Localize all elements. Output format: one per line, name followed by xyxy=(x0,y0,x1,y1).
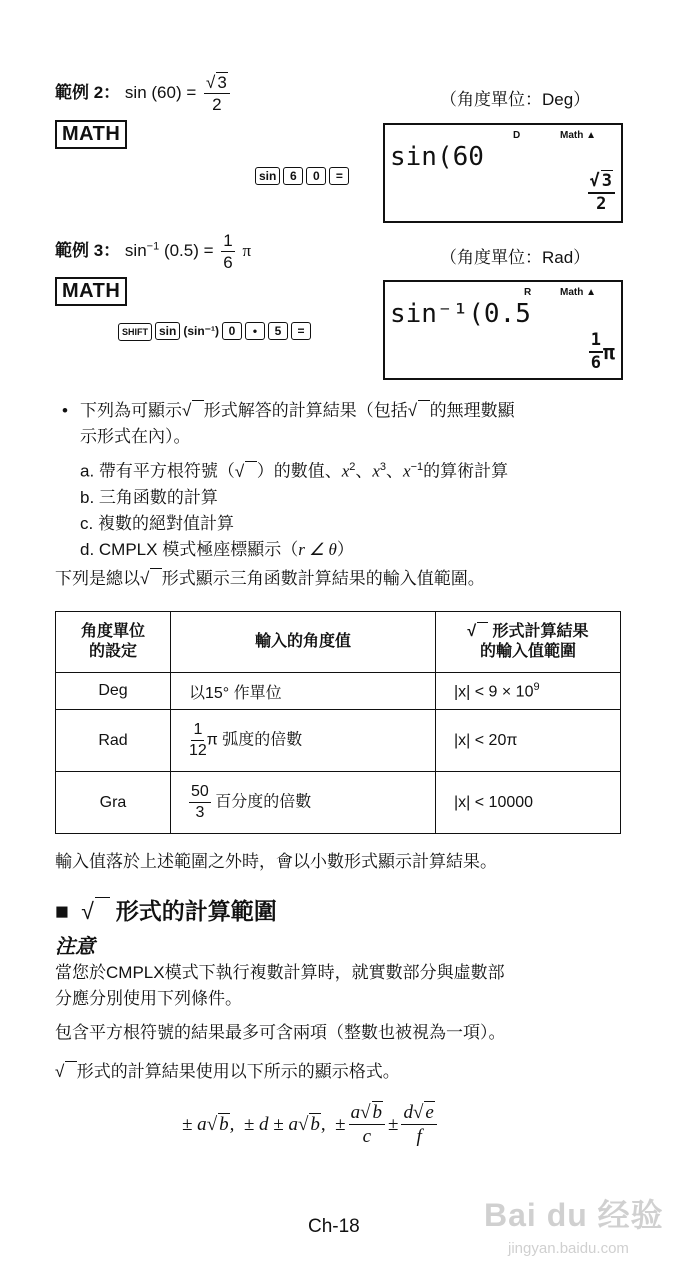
table-row xyxy=(56,710,621,772)
formula-term2: , ± d ± a xyxy=(229,1113,298,1135)
range-intro-pre: 下列是總以 xyxy=(55,569,140,588)
example3-label: 範例 3： xyxy=(55,240,121,260)
range-intro xyxy=(55,566,485,592)
example2-frac-num: 3 xyxy=(217,73,227,92)
formula-f1-a: a xyxy=(350,1102,361,1123)
note-heading: 注意 xyxy=(55,936,95,958)
table-row xyxy=(56,673,621,710)
note-paragraph-2: 包含平方根符號的結果最多可含兩項（整數也被視為一項）。 xyxy=(55,1023,506,1042)
header-range xyxy=(436,612,621,673)
note-paragraph-1 xyxy=(55,960,505,1012)
example2-keys xyxy=(255,167,352,185)
bullet-item-c: c. 複數的絕對值計算 xyxy=(80,513,234,533)
example3-lcd xyxy=(383,280,623,380)
item-a-text1: a. 帶有平方根符號（ xyxy=(80,461,235,481)
row-range-exp: 9 xyxy=(533,680,540,693)
row-unit: Rad xyxy=(56,710,171,772)
sqrt-icon: √ xyxy=(55,1059,77,1085)
example2-lhs: sin (60) = xyxy=(124,82,197,102)
zero-key: 0 xyxy=(306,167,326,185)
sqrt-icon: √ xyxy=(140,566,162,592)
formula-f2-den: f xyxy=(416,1126,422,1147)
table-row xyxy=(56,772,621,834)
row-input xyxy=(171,710,436,772)
formula-f2-rad: e xyxy=(425,1102,434,1123)
lcd-sqrt-icon: √ xyxy=(589,171,600,191)
formula-rad2: b xyxy=(310,1113,320,1135)
square-bullet-icon: ■ xyxy=(55,898,69,924)
item-a-text3: 的算術計算 xyxy=(423,461,509,481)
sin-key: sin xyxy=(255,167,280,185)
para1-line2: 分應分別使用下列條件。 xyxy=(55,989,242,1008)
item-a-x3: 3 xyxy=(379,461,387,473)
row-frac-den: 3 xyxy=(195,804,205,821)
range-table xyxy=(55,611,621,834)
example3-lcd-result xyxy=(589,332,615,372)
bullet-intro xyxy=(80,398,640,450)
example3-arg: (0.5) = xyxy=(163,240,214,260)
table-header-row xyxy=(56,612,621,673)
display-format-formula: ± a √ b , ± d ± a √ b , ± $\frac{a√ b}{c}$ ± $\frac{d√ e}{f}$ xyxy=(182,1103,437,1146)
bullet-line2: 示形式在內）。 xyxy=(80,427,191,446)
example3-mode-badge: MATH xyxy=(55,277,127,306)
item-a-text2: ）的數值、 xyxy=(256,461,342,481)
formula-f2-d: d xyxy=(403,1102,413,1123)
bullet-line1c: 的無理數顯 xyxy=(429,401,515,420)
example3-fraction xyxy=(221,232,234,271)
sqrt-icon: √ xyxy=(408,398,430,424)
example3-sup: −1 xyxy=(146,240,160,253)
example2-mode-badge: MATH xyxy=(55,120,127,149)
example3-frac-num: 1 xyxy=(223,231,233,250)
formula-pm: ± xyxy=(388,1113,399,1135)
example3-lcd-res-den: 6 xyxy=(590,353,601,373)
example2-unit: （角度單位：Deg） xyxy=(440,90,591,109)
sqrt-icon: √ xyxy=(206,73,216,92)
row-input-text: π 弧度的倍數 xyxy=(206,731,303,749)
rad-indicator: R xyxy=(524,287,532,298)
header-h1b: 的設定 xyxy=(88,643,137,660)
item-d-polar: r ∠ θ xyxy=(298,539,337,559)
zero-key: 0 xyxy=(222,322,242,340)
equals-key: = xyxy=(329,167,349,185)
item-a-xm1: −1 xyxy=(410,461,424,473)
para3-text: 形式的計算結果使用以下所示的顯示格式。 xyxy=(76,1062,400,1081)
example3-lhs: sin xyxy=(124,240,147,260)
example3-lcd-res-num: 1 xyxy=(589,332,603,353)
example3-keys xyxy=(118,322,314,341)
example2-lcd-result xyxy=(588,173,616,213)
six-key: 6 xyxy=(283,167,303,185)
shift-key: SHIFT xyxy=(118,323,152,341)
example2-fraction xyxy=(204,74,230,113)
bullet-item-d xyxy=(80,537,650,563)
section-heading xyxy=(55,893,277,926)
baidu-watermark-url: jingyan.baidu.com xyxy=(508,1240,629,1257)
sqrt-icon: √ xyxy=(81,898,109,925)
formula-rad1: b xyxy=(219,1113,229,1135)
row-range xyxy=(436,673,621,710)
row-range-text: |x| < 9 × 10 xyxy=(454,683,534,701)
row-input-text: 百分度的倍數 xyxy=(215,793,312,811)
row-range: |x| < 20π xyxy=(436,710,621,772)
example3-unit: （角度單位：Rad） xyxy=(440,248,591,267)
sin-key: sin xyxy=(155,322,180,340)
example3-frac-den: 6 xyxy=(223,253,233,272)
sqrt-icon: √ xyxy=(467,622,488,642)
bullet-line1a: 下列為可顯示 xyxy=(80,401,182,420)
formula-term1: ± a xyxy=(182,1113,207,1135)
para1-line1: 當您於CMPLX模式下執行複數計算時，就實數部分與虛數部 xyxy=(55,963,505,982)
row-input: 以15° 作單位 xyxy=(171,673,436,710)
arcsin-note: (sin⁻¹) xyxy=(183,324,220,338)
sqrt-icon: √ xyxy=(182,398,204,424)
baidu-watermark-logo: Bai du 经验 xyxy=(484,1197,664,1233)
deg-indicator: D xyxy=(513,130,521,141)
row-range: |x| < 10000 xyxy=(436,772,621,834)
example2-label: 範例 2： xyxy=(55,82,121,102)
bullet-line1b: 形式解答的計算結果（包括 xyxy=(203,401,408,420)
sqrt-icon: √ xyxy=(235,459,257,485)
header-h3b: 的輸入值範圍 xyxy=(479,643,576,660)
five-key: 5 xyxy=(268,322,288,340)
example3-lcd-res-pi: π xyxy=(602,340,615,364)
outside-range-note: 輸入值落於上述範圍之外時，會以小數形式顯示計算結果。 xyxy=(55,852,497,871)
header-input-angle: 輸入的角度值 xyxy=(171,612,436,673)
equals-key: = xyxy=(291,322,311,340)
header-h3a: 形式計算結果 xyxy=(492,623,589,640)
note-paragraph-3 xyxy=(55,1059,400,1085)
row-frac-num: 1 xyxy=(191,722,204,741)
row-frac-den: 12 xyxy=(189,742,207,759)
example2-lcd xyxy=(383,123,623,223)
decimal-point-key: • xyxy=(245,322,265,340)
bullet-item-a: a. 帶有平方根符號（√ ）的數值、$x^2$、$x^3$、$x^{-1}$的算術計算 xyxy=(80,454,650,485)
row-frac-num: 50 xyxy=(189,784,211,803)
row-unit: Gra xyxy=(56,772,171,834)
header-angle-unit xyxy=(56,612,171,673)
bullet-items xyxy=(80,454,650,563)
formula-f1-den: c xyxy=(362,1126,372,1147)
example3-pi: π xyxy=(242,240,252,260)
item-a-x2: 2 xyxy=(349,461,356,473)
item-d-close: ） xyxy=(336,539,354,559)
item-d-text: d. CMPLX 模式極座標顯示（ xyxy=(80,539,299,559)
example3-lcd-input: sin⁻¹(0.5 xyxy=(390,299,531,329)
page-number: Ch-18 xyxy=(308,1216,360,1237)
example2-equation xyxy=(55,74,230,113)
row-unit: Deg xyxy=(56,673,171,710)
example3-equation xyxy=(55,232,251,271)
bullet-item-b: b. 三角函數的計算 xyxy=(80,487,218,507)
section-title: 形式的計算範圍 xyxy=(115,898,277,924)
header-h1a: 角度單位 xyxy=(80,623,145,640)
bullet-dot: • xyxy=(62,401,68,420)
row-input xyxy=(171,772,436,834)
math-indicator: Math ▲ xyxy=(560,287,597,298)
example2-lcd-res-den: 2 xyxy=(596,194,607,214)
formula-f1-rad: b xyxy=(372,1102,383,1123)
formula-term3: , ± xyxy=(320,1113,346,1135)
example2-frac-den: 2 xyxy=(212,95,222,114)
range-intro-post: 形式顯示三角函數計算結果的輸入值範圍。 xyxy=(161,569,485,588)
math-indicator: Math ▲ xyxy=(560,130,597,141)
example2-lcd-res-num: 3 xyxy=(601,171,612,191)
example2-lcd-input: sin(60 xyxy=(390,142,484,172)
